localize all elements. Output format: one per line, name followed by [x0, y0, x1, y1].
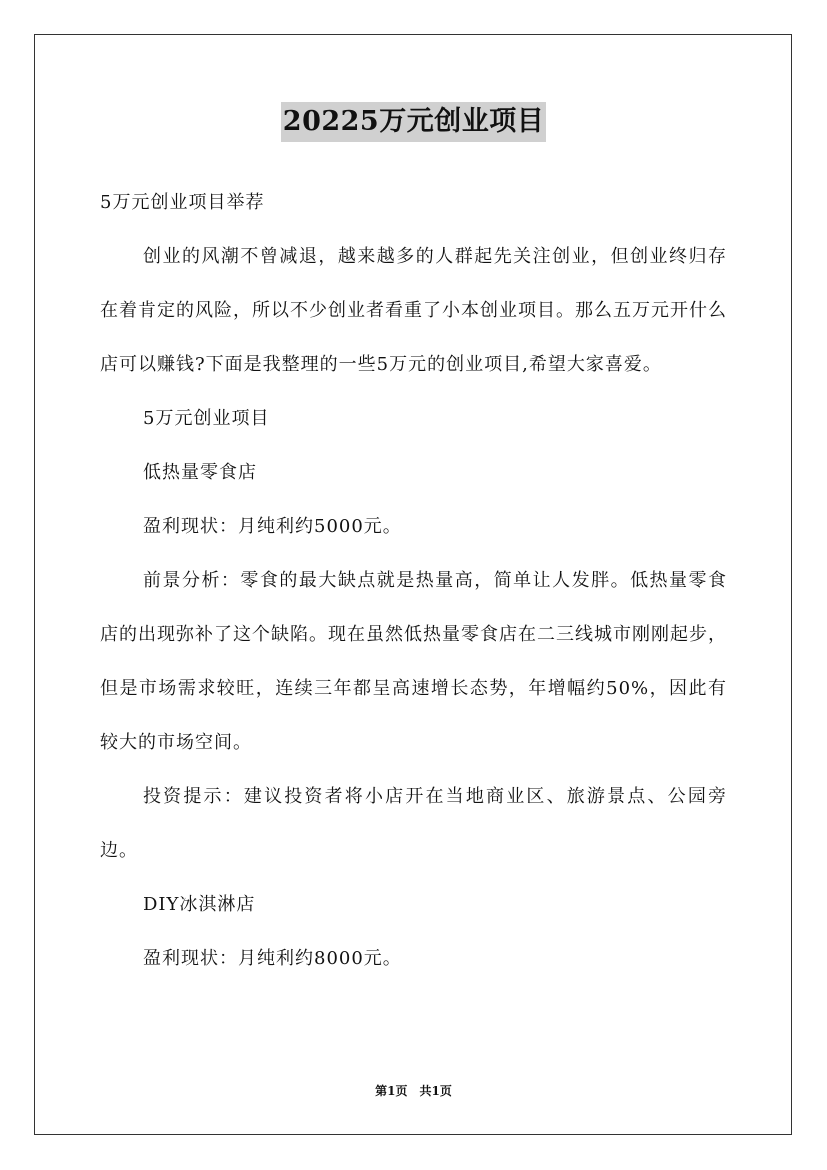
document-body: [100, 176, 727, 986]
paragraph-project-name: 低热量零食店: [143, 462, 257, 483]
paragraph-profit: 盈利现状：月纯利约5000元。: [143, 516, 402, 537]
paragraph-intro: 创业的风潮不曾减退，越来越多的人群起先关注创业，但创业终归存在着肯定的风险，所以不少创业者看重了小本创业项目。那么五万元开什么店可以赚钱?下面是我整理的一些5万元的创业项目,希望大家喜爱。: [100, 246, 727, 375]
document-title: 20225万元创业项目: [281, 102, 546, 142]
paragraph-project-name: DIY冰淇淋店: [143, 894, 256, 915]
paragraph-section-title: 5万元创业项目: [143, 408, 270, 429]
page-footer: [0, 1082, 827, 1100]
title-container: [0, 102, 827, 142]
paragraph-heading: 5万元创业项目举荐: [100, 192, 265, 213]
paragraph-investment-tip: 投资提示：建议投资者将小店开在当地商业区、旅游景点、公园旁边。: [100, 786, 727, 861]
paragraph-profit: 盈利现状：月纯利约8000元。: [143, 948, 402, 969]
page-total: 共1页: [419, 1084, 452, 1098]
page-number: 第1页: [375, 1084, 408, 1098]
paragraph-analysis: 前景分析：零食的最大缺点就是热量高，简单让人发胖。低热量零食店的出现弥补了这个缺陷。现在虽然低热量零食店在二三线城市刚刚起步，但是市场需求较旺，连续三年都呈高速增长态势，年增幅约50%，因此有较大的市场空间。: [100, 570, 727, 753]
